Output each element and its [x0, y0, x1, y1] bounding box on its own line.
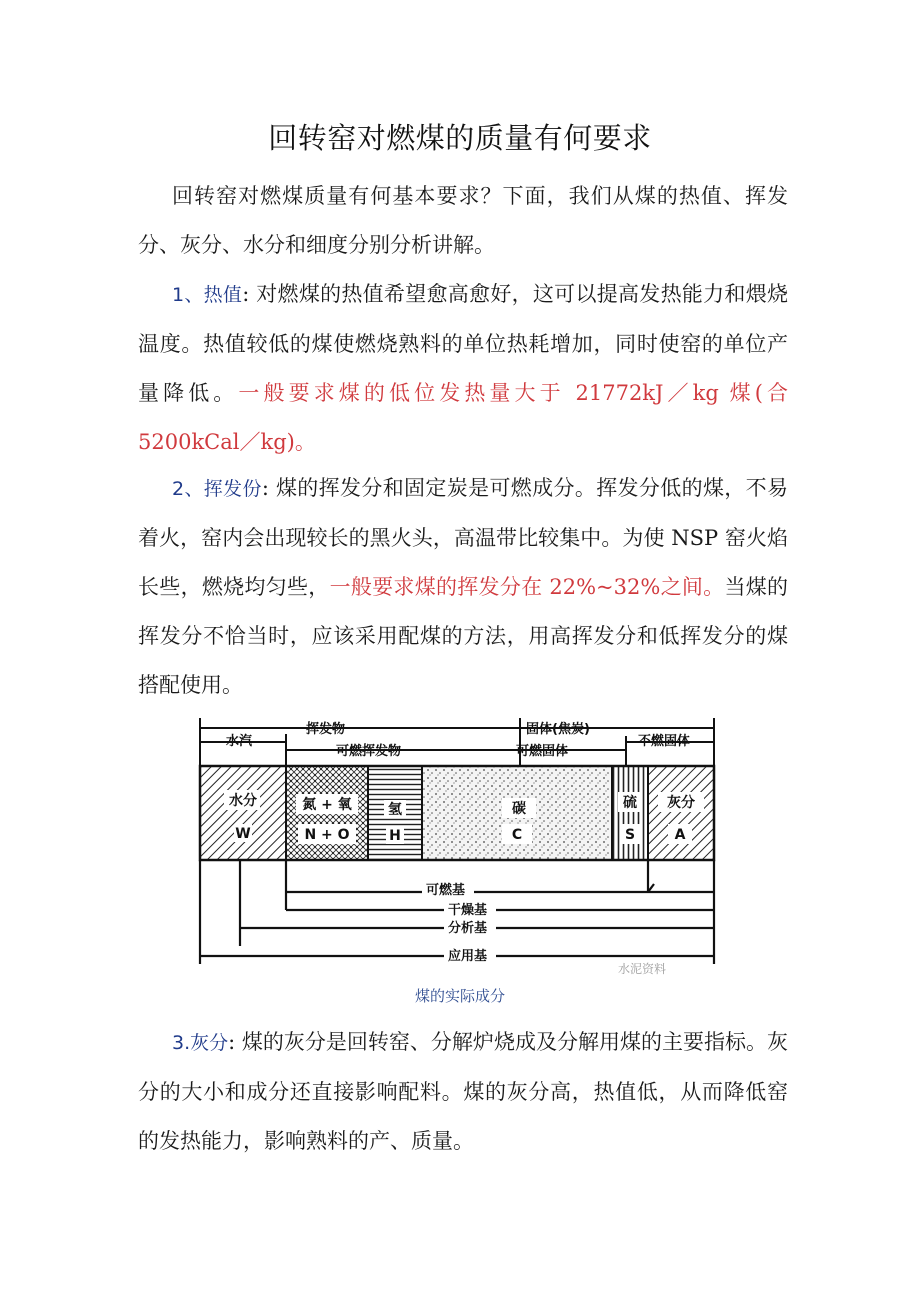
segment-ash-symbol: A — [674, 827, 686, 843]
heat-value-highlight: 一般要求煤的低位发热量大于 21772kJ／kg 煤(合5200kCal／kg)。 — [138, 381, 788, 454]
label-solid: 固体(焦炭) — [526, 722, 590, 737]
segment-sulfur — [612, 766, 648, 860]
figure-watermark: 水泥资料 — [618, 962, 667, 976]
basis-dry: 干燥基 — [448, 903, 488, 918]
segment-sulfur-name: 硫 — [623, 795, 637, 811]
segment-carbon-symbol: C — [511, 827, 523, 843]
volatile-label: 2、挥发份 — [172, 478, 262, 500]
intro-text: 回转窑对燃煤质量有何基本要求？下面，我们从煤的热值、挥发分、灰分、水分和细度分别分析讲解。 — [138, 184, 788, 257]
coal-composition-diagram — [186, 712, 732, 984]
ash-paragraph — [138, 1018, 788, 1166]
volatile-text-2: 当煤的挥发分不恰当时，应该采用配煤的方法，用高挥发分和低挥发分的煤搭配使用。 — [138, 575, 789, 697]
volatile-paragraph — [138, 464, 788, 710]
segment-ash — [648, 766, 714, 860]
document-title: 回转窑对燃煤的质量有何要求 — [268, 121, 652, 155]
segment-water-symbol: W — [235, 826, 251, 842]
label-water: 水汽 — [226, 734, 253, 749]
figure-caption: 煤的实际成分 — [414, 987, 505, 1005]
segment-water — [200, 766, 286, 860]
segment-no-symbol: N + O — [304, 827, 350, 843]
label-noncombustible-solid: 不燃固体 — [638, 734, 691, 749]
segment-hydrogen-symbol: H — [389, 828, 401, 844]
heat-value-paragraph — [138, 270, 788, 467]
basis-combustible: 可燃基 — [426, 883, 466, 898]
volatile-text-1: : 煤的挥发分和固定炭是可燃成分。挥发分低的煤，不易着火，窑内会出现较长的黑火头，高温带比较集中。为使 NSP 窑火焰长些，燃烧均匀些， — [138, 476, 788, 599]
label-combustible-solid: 可燃固体 — [516, 744, 569, 759]
coal-composition-figure — [186, 712, 732, 984]
segment-sulfur-symbol: S — [624, 827, 636, 843]
heat-value-text: : 对燃煤的热值希望愈高愈好，这可以提高发热能力和煨烧温度。热值较低的煤使燃烧熟料的单位热耗增加，同时使窑的单位产量降低。 — [138, 282, 788, 405]
label-combustible-volatile: 可燃挥发物 — [336, 744, 402, 759]
label-volatile: 挥发物 — [306, 722, 346, 737]
ash-text: : 煤的灰分是回转窑、分解炉烧成及分解用煤的主要指标。灰分的大小和成分还直接影响配料。煤的灰分高，热值低，从而降低窑的发热能力，影响熟料的产、质量。 — [138, 1030, 788, 1153]
basis-analysis: 分析基 — [448, 921, 488, 936]
segment-hydrogen-name: 氢 — [388, 802, 402, 818]
basis-as-received: 应用基 — [448, 949, 488, 964]
heat-value-label: 1、热值 — [172, 284, 243, 306]
segment-no-name: 氮 + 氧 — [302, 797, 352, 813]
segment-water-name: 水分 — [229, 793, 257, 809]
segment-carbon-name: 碳 — [512, 801, 526, 817]
intro-paragraph — [138, 172, 788, 270]
volatile-highlight: 一般要求煤的挥发分在 22%~32%之间。 — [329, 575, 725, 599]
composition-bar — [200, 766, 714, 860]
top-dimension-lines — [200, 718, 714, 766]
ash-label: 3.灰分 — [172, 1032, 229, 1054]
segment-ash-name: 灰分 — [667, 795, 695, 811]
